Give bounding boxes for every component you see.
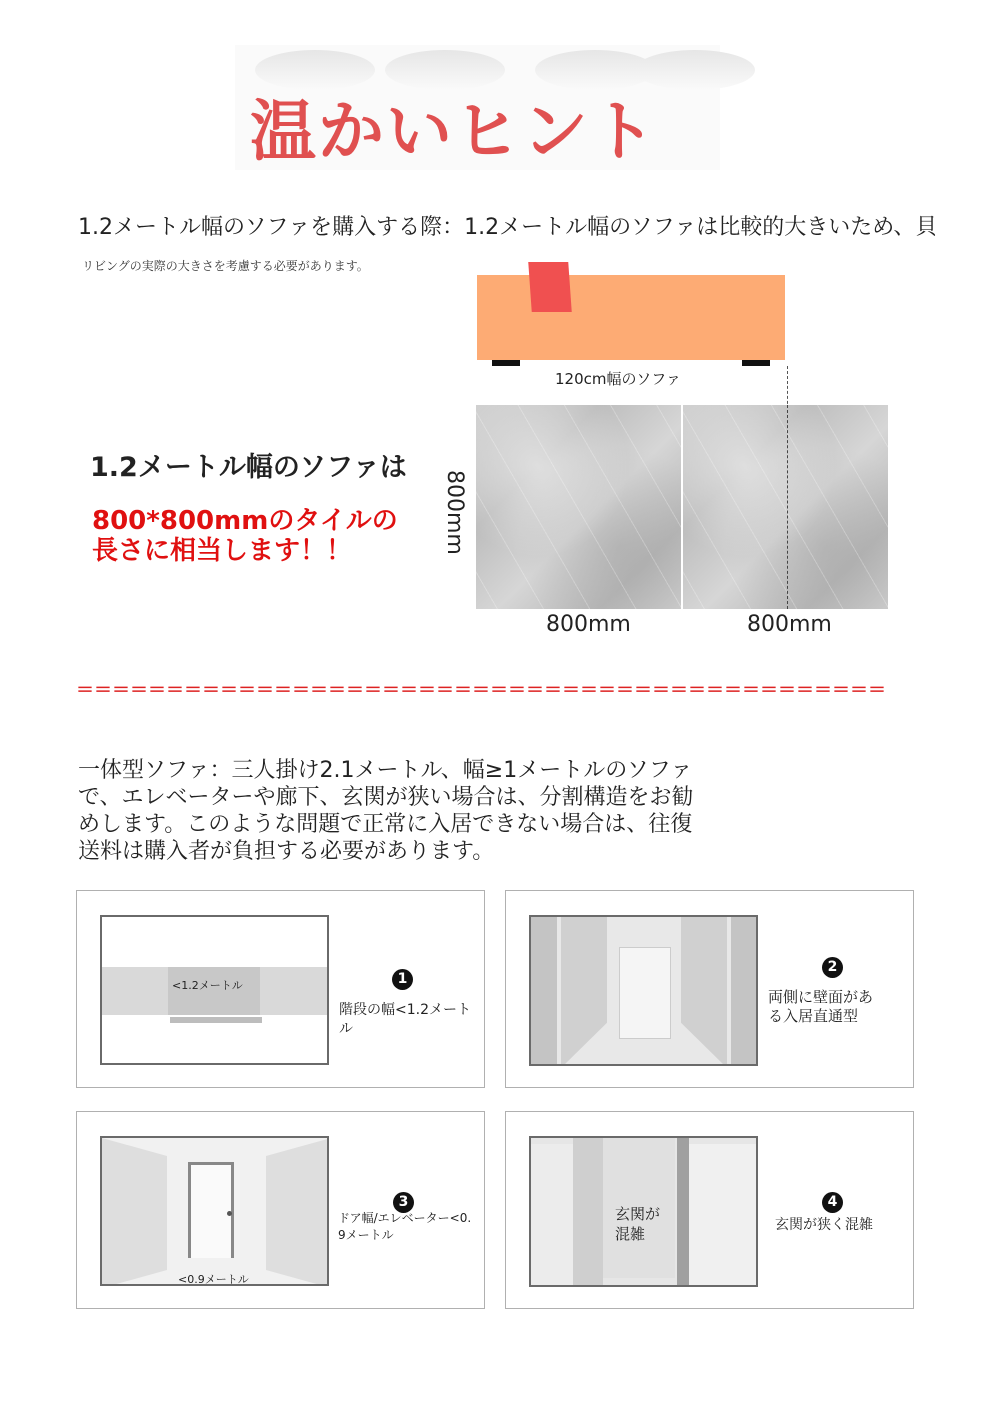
panel-4-caption: 玄関が狭く混雑 xyxy=(775,1217,873,1233)
door-illustration xyxy=(100,1136,329,1286)
tile-right xyxy=(683,405,888,609)
compare-emphasis-line1: 800*800mmのタイルの xyxy=(92,506,398,536)
entrance-wall-right xyxy=(689,1144,758,1287)
corridor-door xyxy=(619,947,671,1039)
entrance-door-open xyxy=(573,1138,603,1287)
entrance-illustration xyxy=(529,1136,758,1287)
panel-3-caption-line2: 9メートル xyxy=(338,1228,394,1242)
entrance-label xyxy=(615,1204,660,1244)
section1-heading: 1.2メートル幅のソファを購入する際：1.2メートル幅のソファは比較的大きいため、貝 xyxy=(78,215,938,240)
corridor-wall-left xyxy=(561,917,607,1066)
panel-2-caption-line2: る入居直通型 xyxy=(768,1007,859,1025)
panel-stairs xyxy=(76,890,485,1088)
sofa-caption: 120cm幅のソファ xyxy=(555,370,681,388)
compare-emphasis-line2: 長さに相当します！！ xyxy=(92,536,353,566)
panel-door xyxy=(76,1111,485,1309)
tile-height-label: 800mm xyxy=(442,470,467,555)
entrance-pillar xyxy=(677,1138,689,1287)
door-width-label: <0.9メートル xyxy=(178,1273,249,1286)
page-title: 温かいヒント xyxy=(250,93,658,170)
compare-emphasis xyxy=(92,506,432,566)
section1-subtext: リビングの実際の大きさを考慮する必要があります。 xyxy=(82,259,369,273)
tile-guide-line xyxy=(787,405,788,609)
badge-3: 3 xyxy=(393,1192,414,1213)
paragraph-line: 送料は購入者が負担する必要があります。 xyxy=(78,839,495,864)
panel-3-caption-line1: ドア幅/エレベーター<0. xyxy=(338,1211,472,1225)
paragraph-line: で、エレベーターや廊下、玄関が狭い場合は、分割構造をお勧 xyxy=(78,785,694,810)
entrance-wall-left xyxy=(531,1144,573,1287)
badge-1: 1 xyxy=(392,969,413,990)
stair-ledge xyxy=(170,1017,262,1023)
panel-3-caption xyxy=(338,1210,471,1244)
panel-entrance xyxy=(505,1111,914,1309)
panel-1-caption: 階段の幅<1.2メートル xyxy=(339,1002,471,1037)
compare-heading: 1.2メートル幅のソファは xyxy=(90,452,407,483)
entrance-label-line1: 玄関が xyxy=(615,1205,661,1223)
door-knob xyxy=(227,1211,232,1216)
corridor-pillar-left xyxy=(531,917,557,1066)
door-frame xyxy=(188,1162,234,1258)
corridor-illustration xyxy=(529,915,758,1066)
tile-width-label-left: 800mm xyxy=(546,612,631,637)
stairs-illustration xyxy=(100,915,329,1065)
corridor-pillar-right xyxy=(731,917,758,1066)
sofa-leg xyxy=(742,360,770,366)
entrance-label-line2: 混雑 xyxy=(615,1225,646,1243)
paragraph-line: めします。このような問題で正常に入居できない場合は、往復 xyxy=(78,812,693,837)
corridor-wall-right xyxy=(681,917,727,1066)
sofa-cushion xyxy=(528,262,571,312)
badge-4: 4 xyxy=(822,1192,843,1213)
stairs-width-label: <1.2メートル xyxy=(172,979,243,992)
badge-2: 2 xyxy=(822,957,843,978)
door-wall-right xyxy=(266,1138,329,1286)
sofa-body xyxy=(477,275,785,360)
section2-paragraph xyxy=(78,757,758,865)
panel-2-caption xyxy=(768,988,873,1026)
tile-left xyxy=(476,405,681,609)
section-divider: ＝＝＝＝＝＝＝＝＝＝＝＝＝＝＝＝＝＝＝＝＝＝＝＝＝＝＝＝＝＝＝＝＝＝＝＝＝＝＝＝＝＝＝＝＝ xyxy=(76,682,886,700)
panel-2-caption-line1: 両側に壁面があ xyxy=(768,988,874,1006)
panel-corridor xyxy=(505,890,914,1088)
paragraph-line: 一体型ソファ：三人掛け2.1メートル、幅≥1メートルのソファ xyxy=(78,758,693,783)
sofa-leg xyxy=(492,360,520,366)
tile-width-label-right: 800mm xyxy=(747,612,832,637)
door-wall-left xyxy=(102,1138,167,1286)
